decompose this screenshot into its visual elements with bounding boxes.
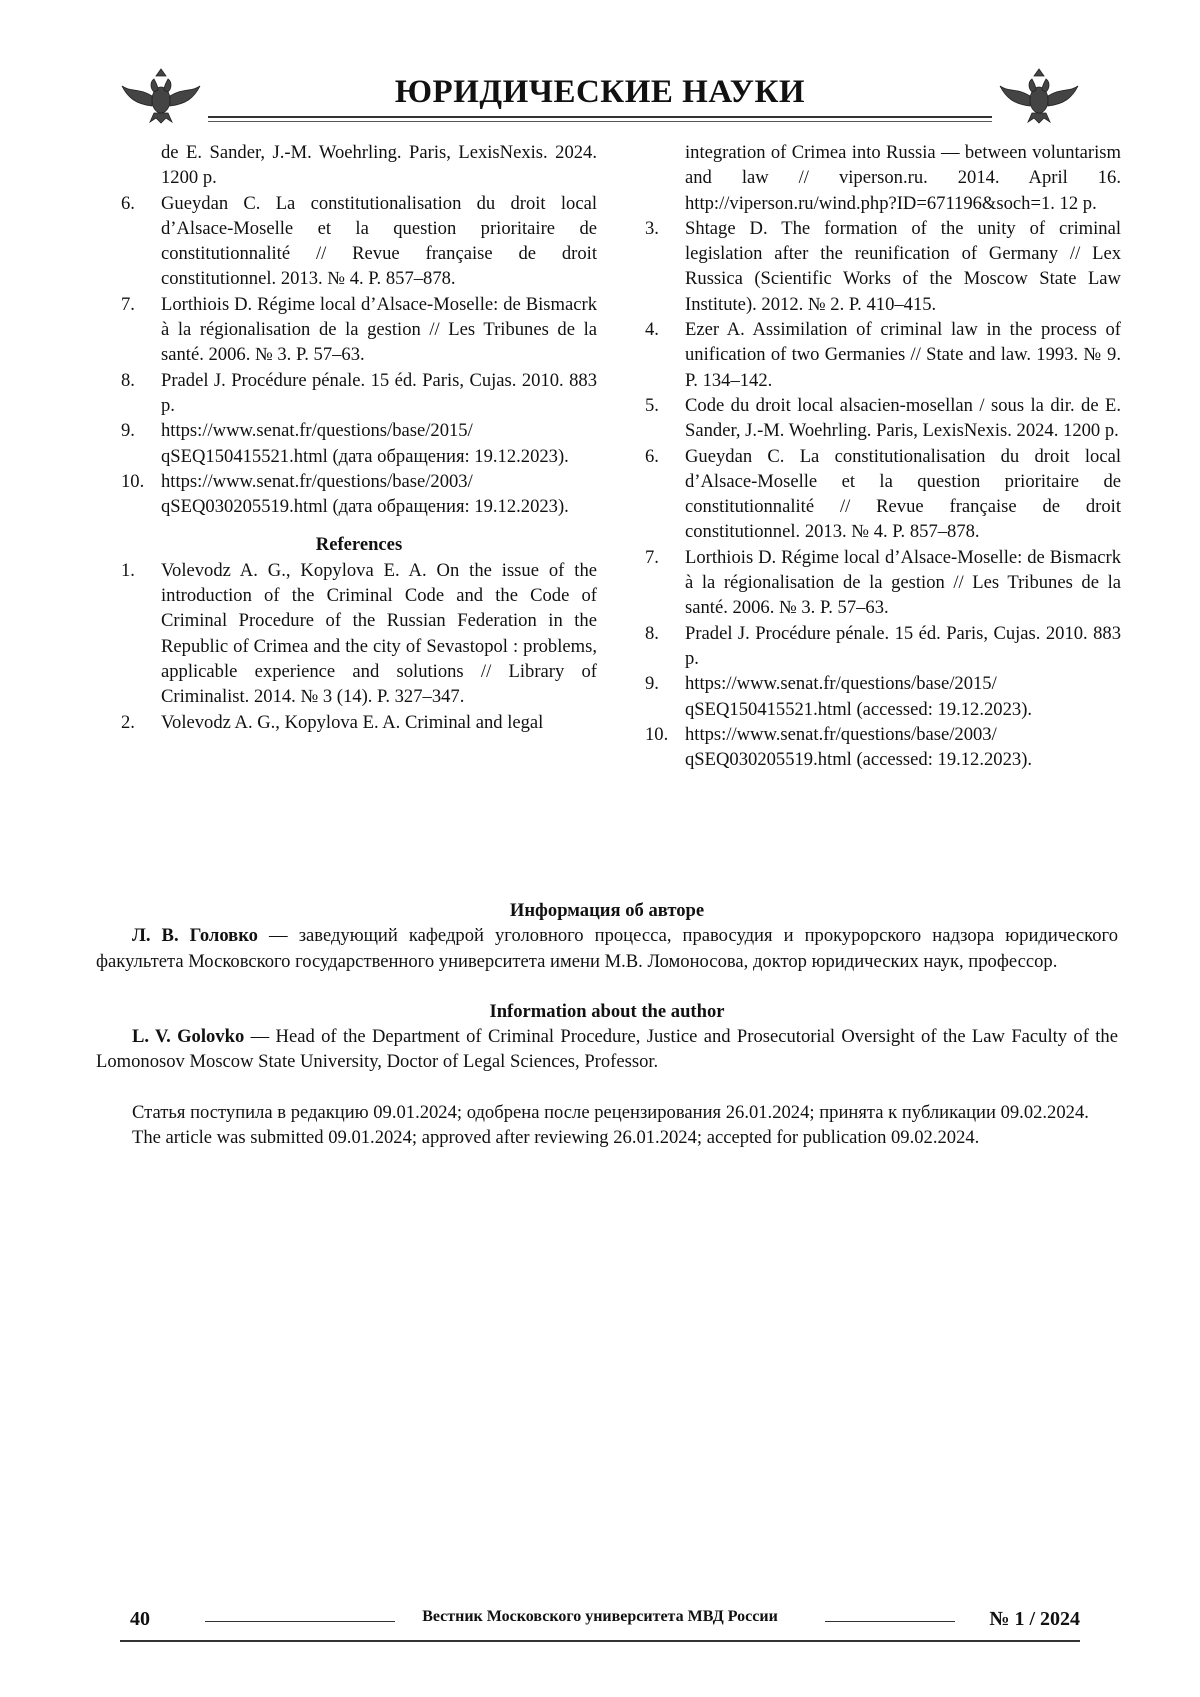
- author-name-en: L. V. Golovko: [132, 1026, 245, 1048]
- reference-item: [645, 621, 1121, 672]
- page-header: [120, 66, 1080, 126]
- reference-item: [121, 558, 597, 710]
- reference-text: Volevodz A. G., Kopylova E. A. On the issue of the introduction of the Criminal Code and the Code of Criminal Procedure of the Russian Federation in the Republic of Crimea and the city of Sevastopol : problems, applicable experience and solutions // Library of Criminalist. 2014. № 3 (14). P. 327–347.: [161, 559, 597, 708]
- reference-text: https://www.senat.fr/questions/base/2015/ qSEQ150415521.html (дата обращения: 19.12.2023).: [161, 420, 569, 467]
- bibliography-list-en-cont: [645, 216, 1121, 773]
- footer-dash: [825, 1621, 955, 1622]
- header-rule-thin: [208, 121, 992, 122]
- issue-number: № 1 / 2024: [989, 1608, 1080, 1630]
- author-description-ru: — заведующий кафедрой уголовного процесса, правосудия и прокурорского надзора юридического факультета Московского государственного университета имени М.В. Ломоносова, доктор юридических наук, профессор.: [96, 925, 1118, 972]
- reference-text: https://www.senat.fr/questions/base/2003/ qSEQ030205519.html (дата обращения: 19.12.2023).: [161, 470, 569, 518]
- reference-number: 2.: [121, 711, 135, 733]
- reference-text: Gueydan C. La constitutionalisation du droit local d’Alsace-Moselle et la question prioritaire de constitutionnalité // Revue française de droit constitutionnel. 2013. № 4. P. 857–878.: [685, 445, 1121, 543]
- reference-number: 9.: [645, 673, 659, 695]
- reference-text: Volevodz A. G., Kopylova E. A. Criminal and legal: [161, 711, 544, 733]
- left-column: [121, 140, 597, 735]
- reference-number: 8.: [121, 369, 135, 391]
- reference-number: 10.: [121, 470, 145, 492]
- reference-number: 3.: [645, 217, 659, 239]
- reference-item: [121, 418, 597, 469]
- reference-text: Lorthiois D. Régime local d’Alsace-Moselle: de Bismacrk à la régionalisation de la gestion // Les Tribunes de la santé. 2006. № 3. P. 57–63.: [161, 293, 597, 366]
- reference-continuation: integration of Crimea into Russia — between voluntarism and law // viperson.ru. 2014. April 16. http://viperson.ru/wind.php?ID=671196&soch=1. 12 p.: [685, 142, 1121, 214]
- page-footer: [120, 1606, 1080, 1642]
- reference-item: [121, 191, 597, 292]
- submission-dates-en: The article was submitted 09.01.2024; approved after reviewing 26.01.2024; accepted for publication 09.02.2024.: [132, 1127, 980, 1149]
- submission-dates-ru: Статья поступила в редакцию 09.01.2024; одобрена после рецензирования 26.01.2024; принята к публикации 09.02.2024.: [132, 1101, 1089, 1123]
- reference-text: Code du droit local alsacien-mosellan / sous la dir. de E. Sander, J.-M. Woehrling. Paris, LexisNexis. 2024. 1200 p.: [685, 394, 1121, 442]
- reference-item: [645, 317, 1121, 393]
- reference-text: https://www.senat.fr/questions/base/2003/ qSEQ030205519.html (accessed: 19.12.2023).: [685, 723, 1033, 771]
- reference-number: 6.: [121, 192, 135, 214]
- reference-item: [645, 444, 1121, 545]
- reference-text: Pradel J. Procédure pénale. 15 éd. Paris, Cujas. 2010. 883 p.: [685, 622, 1121, 669]
- reference-number: 1.: [121, 559, 135, 581]
- right-column: [645, 140, 1121, 772]
- reference-item: [121, 368, 597, 419]
- reference-text: Gueydan C. La constitutionalisation du droit local d’Alsace-Moselle et la question prioritaire de constitutionnalité // Revue française de droit constitutionnel. 2013. № 4. P. 857–878.: [161, 192, 597, 290]
- reference-continuation: de E. Sander, J.-M. Woehrling. Paris, LexisNexis. 2024. 1200 p.: [161, 142, 597, 189]
- reference-text: Ezer A. Assimilation of criminal law in the process of unification of two Germanies // State and law. 1993. № 9. P. 134–142.: [685, 319, 1121, 391]
- reference-number: 4.: [645, 319, 659, 341]
- page-number: 40: [130, 1608, 150, 1630]
- author-name-ru: Л. В. Головко: [132, 925, 258, 947]
- header-rule: [208, 116, 992, 118]
- bibliography-list-ru: [121, 191, 597, 520]
- reference-text: Shtage D. The formation of the unity of criminal legislation after the reunification of Germany // Lex Russica (Scientific Works of the Moscow State Law Institute). 2012. № 2. P. 410–415.: [685, 217, 1121, 315]
- reference-text: https://www.senat.fr/questions/base/2015/ qSEQ150415521.html (accessed: 19.12.2023).: [685, 673, 1033, 720]
- reference-item: [645, 393, 1121, 444]
- double-headed-eagle-icon: [120, 66, 202, 124]
- reference-item: [645, 722, 1121, 773]
- reference-item: [121, 292, 597, 368]
- reference-number: 6.: [645, 445, 659, 467]
- reference-number: 7.: [121, 293, 135, 315]
- reference-item: [121, 469, 597, 520]
- reference-item: [645, 671, 1121, 722]
- footer-rule: [120, 1640, 1080, 1642]
- reference-number: 5.: [645, 394, 659, 416]
- reference-number: 7.: [645, 546, 659, 568]
- author-heading-en: Information about the author: [489, 1000, 725, 1022]
- reference-item: [121, 710, 597, 735]
- reference-number: 10.: [645, 723, 669, 745]
- author-info: [96, 898, 1118, 1150]
- bibliography-list-en: [121, 558, 597, 735]
- section-title: ЮРИДИЧЕСКИЕ НАУКИ: [394, 74, 806, 110]
- author-bio-en: [96, 1024, 1118, 1075]
- reference-number: 9.: [121, 420, 135, 442]
- reference-item: [645, 216, 1121, 317]
- reference-text: Lorthiois D. Régime local d’Alsace-Moselle: de Bismacrk à la régionalisation de la gestion // Les Tribunes de la santé. 2006. № 3. P. 57–63.: [685, 546, 1121, 619]
- author-bio-ru: [96, 923, 1118, 974]
- reference-text: Pradel J. Procédure pénale. 15 éd. Paris, Cujas. 2010. 883 p.: [161, 369, 597, 416]
- references-heading: References: [315, 534, 403, 556]
- author-description-en: — Head of the Department of Criminal Procedure, Justice and Prosecutorial Oversight of the Law Faculty of the Lomonosov Moscow State University, Doctor of Legal Sciences, Professor.: [96, 1026, 1118, 1073]
- journal-title: Вестник Московского университета МВД России: [422, 1608, 778, 1625]
- author-heading-ru: Информация об авторе: [509, 900, 705, 921]
- reference-item: [645, 545, 1121, 621]
- reference-number: 8.: [645, 622, 659, 644]
- double-headed-eagle-icon: [998, 66, 1080, 124]
